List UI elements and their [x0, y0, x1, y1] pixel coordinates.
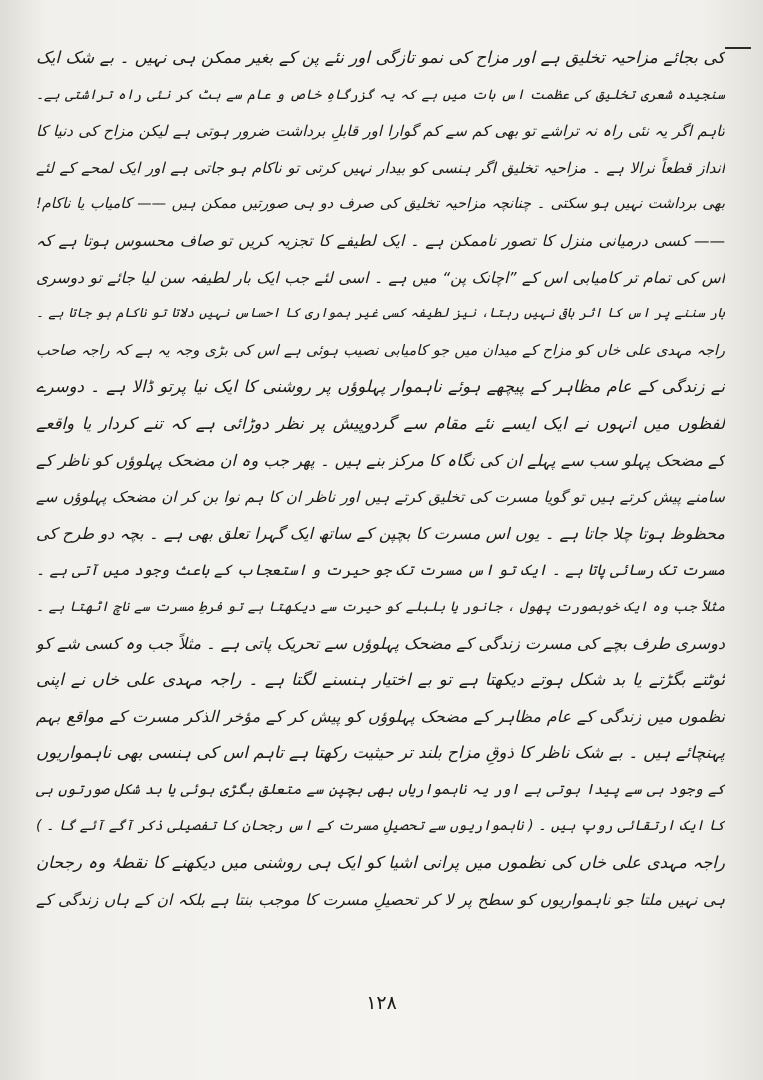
text-line: سامنے پیش کرتے ہیں تو گویا مسرت کی تخلیق کرتے ہیں اور ناظر ان کا ہم نوا بن کر ان مضحک پہلوؤں سے	[36, 488, 725, 507]
text-line: سنجیدہ شعری تخلیق کی عظمت اس بات میں ہے کہ یہ گزرگاہِ خاص و عام سے ہٹ کر نئی راہ تراشتی ہے۔	[36, 86, 725, 103]
text-line: کی بجائے مزاحیہ تخلیق ہے اور مزاح کی نمو تازگی اور نئے پن کے بغیر ممکن ہی نہیں ۔ بے شک ایک	[36, 48, 725, 67]
text-line: —— کسی درمیانی منزل کا تصور ناممکن ہے ۔ ایک لطیفے کا تجزیہ کریں تو صاف محسوس ہوتا ہے کہ	[36, 231, 725, 250]
text-line: انداز قطعاً نرالا ہے ۔ مزاحیہ تخلیق اگر ہنسی کو بیدار نہیں کرتی تو ناکام ہو جاتی ہے اور ایک لمحے کے لئے	[36, 158, 725, 177]
text-line: پہنچائے ہیں ۔ بے شک ناظر کا ذوقِ مزاح بلند تر حیثیت رکھتا ہے تاہم اس کی ہنسی بھی ناہمواریوں	[36, 743, 725, 763]
text-line: کا ایک ارتقائی روپ ہیں ۔ ( ناہمواریوں سے تحصیلِ مسرت کے اس رجحان کا تفصیلی ذکر آگے آئے گا ۔ )	[36, 818, 725, 835]
text-line: راجہ مہدی علی خاں کو مزاح کے میدان میں جو کامیابی نصیب ہوئی ہے اس کی بڑی وجہ یہ ہے کہ راجہ صاحب	[36, 342, 725, 359]
page-number: ۱۲۸	[366, 992, 397, 1014]
text-line: محظوظ ہوتا چلا جاتا ہے ۔ یوں اس مسرت کا بچپن کے ساتھ ایک گہرا تعلق بھی ہے ۔ بچہ دو طرح کی	[36, 523, 725, 543]
text-line: ہی نہیں ملتا جو ناہمواریوں کو سطح پر لا کر تحصیلِ مسرت کا موجب بنتا ہے بلکہ ان کے ہاں زندگی کے	[36, 890, 725, 909]
text-line: کے مضحک پہلو سب سے پہلے ان کی نگاہ کا مرکز بنے ہیں ۔ پھر جب وہ ان مضحک پہلوؤں کو ناظر کے	[36, 450, 725, 470]
body-text	[36, 40, 725, 918]
text-line: بھی برداشت نہیں ہو سکتی ۔ چنانچہ مزاحیہ تخلیق کی صرف دو ہی صورتیں ممکن ہیں —— کامیاب یا ناکام!	[36, 196, 725, 213]
text-line: بار سننے پر اس کا اثر باقی نہیں رہتا، نیز لطیفہ کسی غیر ہمواری کا احساس نہیں دلاتا تو ناکام ہو جاتا ہے ۔	[36, 306, 725, 322]
text-line: نظموں میں زندگی کے عام مظاہر کے مضحک پہلوؤں کو پیش کر کے مؤخر الذکر مسرت کے مواقع بہم	[36, 706, 725, 726]
text-line: مسرت تک رسائی پاتا ہے ۔ ایک تو اس مسرت تک جو حیرت و استعجاب کے باعث وجود میں آتی ہے ۔	[36, 561, 725, 580]
text-line: دوسری طرف بچے کی مسرت زندگی کے مضحک پہلوؤں سے تحریک پاتی ہے ۔ مثلاً جب وہ کسی شے کو	[36, 633, 725, 653]
text-line: ٹوٹتے بگڑتے یا بد شکل ہوتے دیکھتا ہے تو بے اختیار ہنسنے لگتا ہے ۔ راجہ مہدی علی خاں نے اپنی	[36, 670, 725, 690]
text-line: کے وجود ہی سے پیدا ہوتی ہے اور یہ ناہمواریاں بھی بچپن سے متعلق بگڑی ہوئی یا بد شکل صورتوں ہی	[36, 781, 725, 798]
text-line: لفظوں میں انہوں نے ایک ایسے نئے مقام سے گردوپیش پر نظر دوڑائی ہے کہ تنے کردار یا واقعے	[36, 413, 725, 433]
text-line: تاہم اگر یہ نئی راہ نہ تراشے تو بھی کم سے کم گوارا اور قابلِ برداشت ضرور ہوتی ہے لیکن مزاح کی دنیا کا	[36, 122, 725, 141]
text-line: مثلاً جب وہ ایک خوبصورت پھول ، جانور یا بلبلے کو حیرت سے دیکھتا ہے تو فرطِ مسرت سے ناچ اٹھتا ہے ۔	[36, 598, 725, 615]
text-line: نے زندگی کے عام مظاہر کے پیچھے ہوئے ناہموار پہلوؤں پر روشنی کا ایک نیا پرتو ڈالا ہے ۔ دوسرے	[36, 377, 725, 397]
margin-dash-mark	[725, 47, 751, 49]
text-line: اس کی تمام تر کامیابی اس کے ”اچانک پن“ میں ہے ۔ اسی لئے جب ایک بار لطیفہ سن لیا جائے تو دوسری	[36, 268, 725, 287]
text-line: راجہ مہدی علی خاں کی نظموں میں پرانی اشیا کو ایک ہی روشنی میں دیکھنے کا نقطۂ وہ رجحان	[36, 853, 725, 873]
